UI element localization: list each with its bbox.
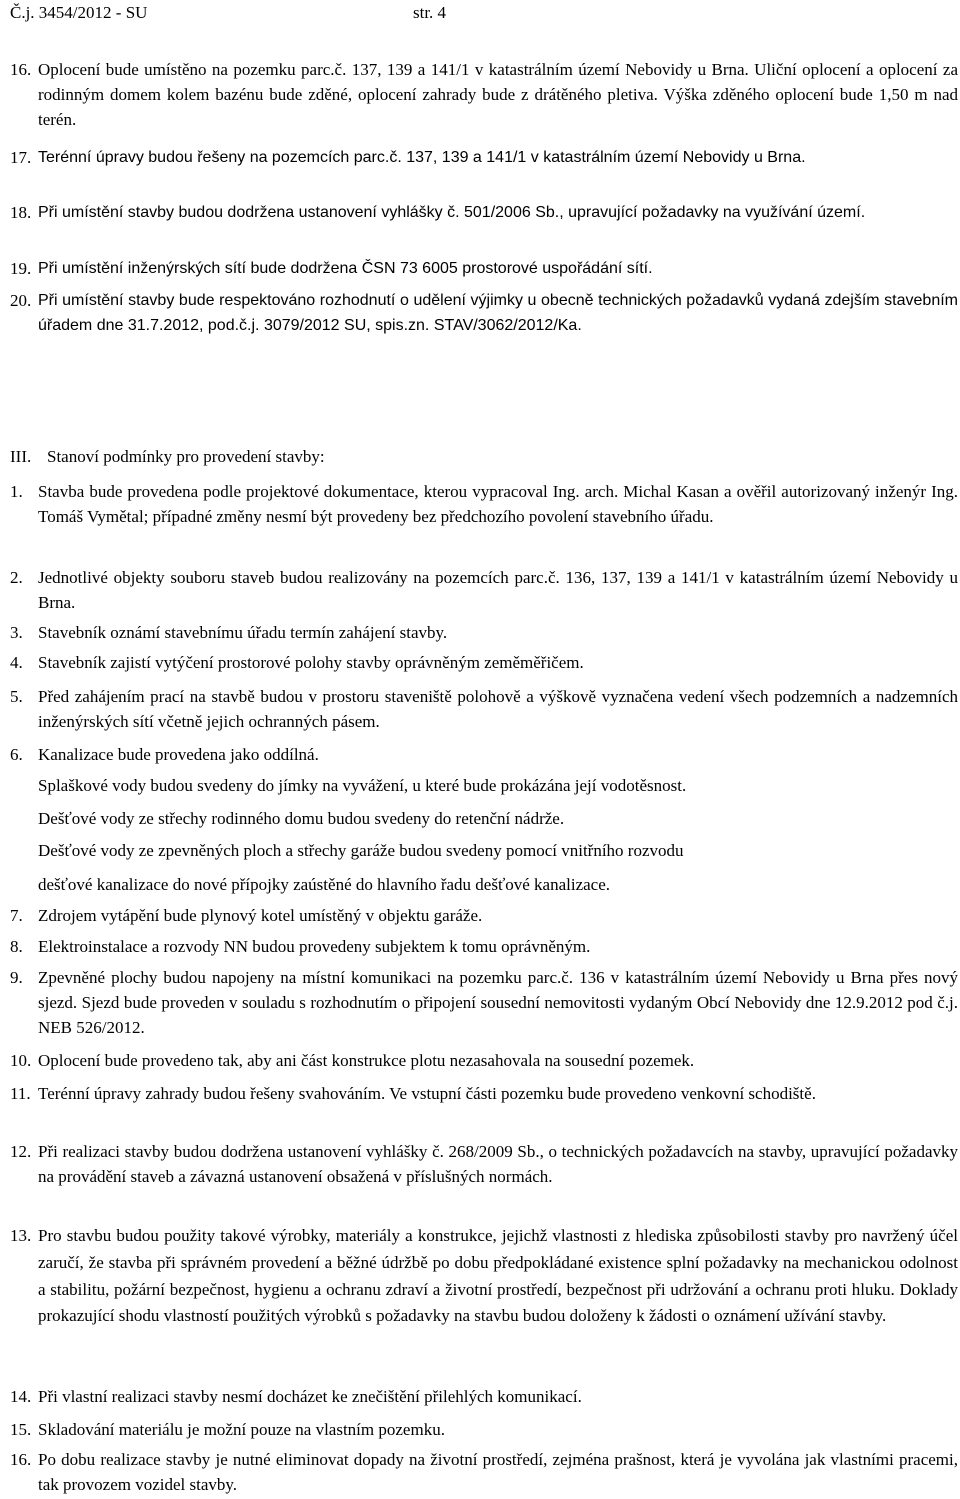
item-number: 6. [10,745,23,764]
item-text: Pro stavbu budou použity takové výrobky, materiály a konstrukce, jejichž vlastnosti z hlediska způsobilosti stavby pro navržený účel zaručí, že stavba při správném provedení a běžné údržbě po dobu předpokládané existence splní požadavky na mechanickou odolnost a stabilitu, požární bezpečnost, hygienu a ochranu zdraví a životní prostředí, bezpečnost při udržování a ochranu proti hluku. Doklady prokazující shodu vlastností použitých výrobků s požadavky na stavbu budou doloženy k žádosti o oznámení užívání stavby. [38,1226,958,1326]
item-text: Po dobu realizace stavby je nutné eliminovat dopady na životní prostředí, zejména prašnost, která je vyvolána jak vlastními pracemi, tak provozem vozidel stavby. [38,1450,958,1494]
item-text: Při vlastní realizaci stavby nesmí docházet ke znečištění přilehlých komunikací. [38,1387,582,1406]
item-text: Stavba bude provedena podle projektové dokumentace, kterou vypracoval Ing. arch. Michal Kasan a ověřil autorizovaný inženýr Ing. Tomáš Vymětal; případné změny nesmí být provedeny bez předchozího povolení stavebního úřadu. [38,482,958,526]
item-number: 10. [10,1051,32,1070]
item-text: Při umístění inženýrských sítí bude dodržena ČSN 73 6005 prostorové uspořádání sítí. [38,260,653,277]
item-number: 18. [10,203,32,222]
item-number: 5. [10,687,23,706]
item-number: 12. [10,1142,32,1161]
item-number: 14. [10,1387,32,1406]
item-number: 2. [10,568,23,587]
item-text: Při umístění stavby bude respektováno rozhodnutí o udělení výjimky u obecně technických požadavků vydaná zdejším stavebním úřadem dne 31.7.2012, pod.č.j. 3079/2012 SU, spis.zn. STAV/3062/2012/Ka. [38,292,958,334]
drainage-paragraph: dešťové kanalizace do nové přípojky zaústěné do hlavního řadu dešťové kanalizace. [38,875,610,894]
item-number: 16. [10,1450,32,1469]
item-number: 9. [10,968,23,987]
drainage-paragraph: Splaškové vody budou svedeny do jímky na vyvážení, u které bude prokázána její vodotěsnost. [38,776,687,795]
item-text: Oplocení bude provedeno tak, aby ani část konstrukce plotu nezasahovala na sousední pozemek. [38,1051,695,1070]
page-number: str. 4 [413,3,447,22]
item-text: Stavebník zajistí vytýčení prostorové polohy stavby oprávněným zeměměřičem. [38,653,584,672]
section-number: III. [10,447,32,466]
item-number: 13. [10,1226,32,1245]
item-text: Skladování materiálu je možní pouze na vlastním pozemku. [38,1420,445,1439]
drainage-paragraph: Dešťové vody ze střechy rodinného domu budou svedeny do retenční nádrže. [38,809,565,828]
item-text: Terénní úpravy zahrady budou řešeny svahováním. Ve vstupní části pozemku bude provedeno venkovní schodiště. [38,1084,816,1103]
item-number: 20. [10,291,32,310]
item-number: 8. [10,937,23,956]
item-text: Před zahájením prací na stavbě budou v prostoru staveniště polohově a výškově vyznačena vedení všech podzemních a nadzemních inženýrských sítí včetně jejich ochranných pásem. [38,687,958,731]
item-number: 7. [10,906,23,925]
item-text: Jednotlivé objekty souboru staveb budou realizovány na pozemcích parc.č. 136, 137, 139 a 141/1 v katastrálním území Nebovidy u Brna. [38,568,958,612]
item-text: Kanalizace bude provedena jako oddílná. [38,745,319,764]
item-number: 17. [10,148,32,167]
item-number: 16. [10,60,32,79]
item-text: Zpevněné plochy budou napojeny na místní komunikaci na pozemku parc.č. 136 v katastrálním území Nebovidy u Brna přes nový sjezd. Sjezd bude proveden v souladu s rozhodnutím o připojení sousední nemovitosti vydaným Obcí Nebovidy dne 12.9.2012 pod č.j. NEB 526/2012. [38,968,958,1037]
item-text: Při umístění stavby budou dodržena ustanovení vyhlášky č. 501/2006 Sb., upravující požadavky na využívání území. [38,204,866,221]
item-text: Při realizaci stavby budou dodržena ustanovení vyhlášky č. 268/2009 Sb., o technických požadavcích na stavby, upravující požadavky na provádění staveb a závazná ustanovení obsažená v příslušných normách. [38,1142,958,1186]
page-header [10,0,950,25]
item-number: 4. [10,653,23,672]
item-number: 3. [10,623,23,642]
item-text: Elektroinstalace a rozvody NN budou provedeny subjektem k tomu oprávněným. [38,937,591,956]
item-number: 1. [10,482,23,501]
item-number: 11. [10,1084,31,1103]
item-text: Oplocení bude umístěno na pozemku parc.č. 137, 139 a 141/1 v katastrálním území Nebovidy u Brna. Uliční oplocení a oplocení za rodinným domem kolem bazénu bude zděné, oplocení zahrady bude z drátěného pletiva. Výška zděného oplocení bude 1,50 m nad terén. [38,60,958,129]
document-reference: Č.j. 3454/2012 - SU [10,3,148,22]
item-text: Stavebník oznámí stavebnímu úřadu termín zahájení stavby. [38,623,448,642]
drainage-paragraph: Dešťové vody ze zpevněných ploch a střechy garáže budou svedeny pomocí vnitřního rozvodu [38,841,684,860]
item-number: 15. [10,1420,32,1439]
item-text: Zdrojem vytápění bude plynový kotel umístěný v objektu garáže. [38,906,483,925]
item-number: 19. [10,259,32,278]
section-title: Stanoví podmínky pro provedení stavby: [47,447,325,466]
item-text: Terénní úpravy budou řešeny na pozemcích parc.č. 137, 139 a 141/1 v katastrálním území Nebovidy u Brna. [38,149,806,166]
